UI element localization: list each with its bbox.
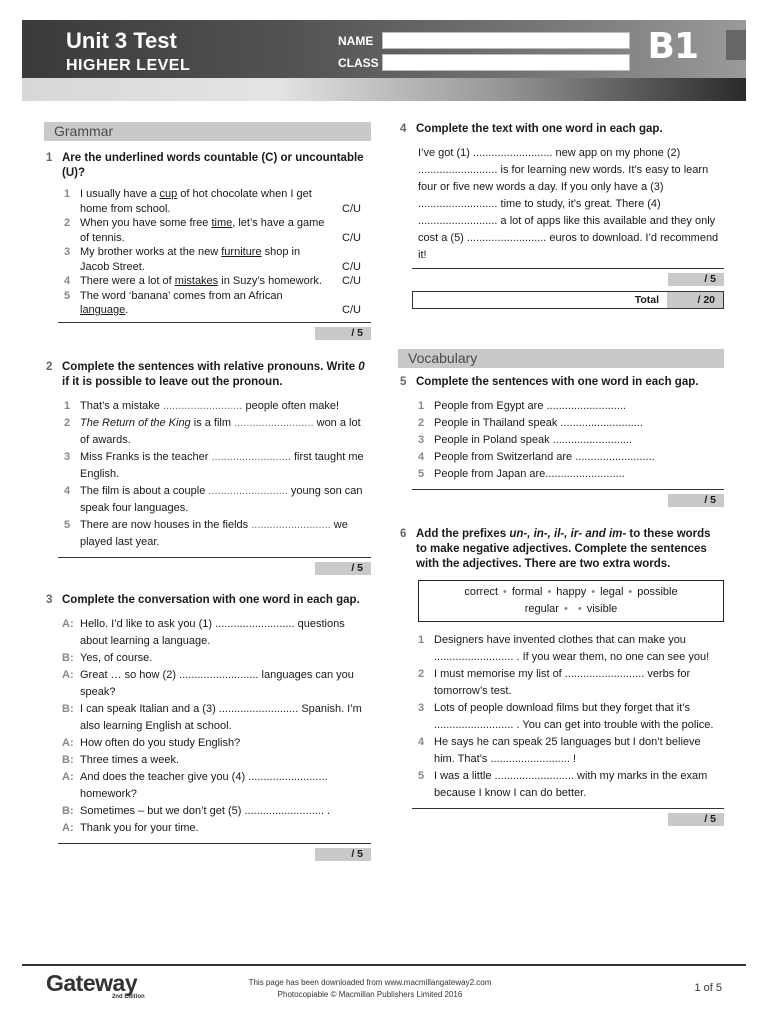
item-number: 2 <box>64 217 71 229</box>
list-item <box>44 289 371 318</box>
question-2-prompt: 2 Complete the sentences with relative pronouns. Write 0 if it is possible to leave out the pronoun. <box>46 360 365 388</box>
list-item <box>398 700 724 734</box>
copyright-notice: Photocopiable © Macmillan Publishers Limited 2016 <box>277 990 463 999</box>
separator-dot: • <box>591 586 596 598</box>
answer-gap[interactable]: .......................... <box>211 450 291 463</box>
speaker: B: <box>62 702 74 715</box>
item-number: 3 <box>64 450 71 463</box>
line-text: Thank you for your time. <box>80 821 199 834</box>
question-3-conversation <box>44 616 371 837</box>
vocabulary-heading: Vocabulary <box>398 349 724 368</box>
grammar-heading: Grammar <box>44 122 371 141</box>
word-option: formal <box>511 586 543 598</box>
question-1-prompt: 1 Are the underlined words countable (C) or uncountable (U)? <box>46 152 364 179</box>
grammar-total: Total / 20 <box>412 291 724 309</box>
item-number: 4 <box>418 451 425 463</box>
answer-choice: C/U <box>342 202 361 215</box>
list-item <box>398 432 724 449</box>
line-text: How often do you study English? <box>80 736 241 749</box>
question-6-items <box>398 632 724 802</box>
list-item <box>44 398 371 415</box>
test-header <box>22 20 746 101</box>
speaker: B: <box>62 651 74 664</box>
item-text: That’s a mistake <box>80 399 163 412</box>
item-text: I must memorise my list of .......................... verbs for tomorrow’s test. <box>434 668 691 697</box>
question-6 <box>398 527 724 825</box>
item-text: first taught me English. <box>80 450 364 480</box>
item-number: 1 <box>418 400 425 412</box>
class-field[interactable] <box>382 54 630 71</box>
unit-title: Unit 3 Test <box>66 28 177 53</box>
item-number: 2 <box>64 416 71 429</box>
item-number: 5 <box>418 770 425 782</box>
item-number: 1 <box>418 634 425 646</box>
item-text: People from Egypt are .......................... <box>434 400 626 412</box>
item-number: 3 <box>64 246 71 258</box>
footer-rule <box>22 964 746 966</box>
list-item <box>398 768 724 802</box>
item-text: He says he can speak 25 languages but I don’t believe him. That’s .......................... ! <box>434 736 701 765</box>
conversation-line <box>44 769 371 803</box>
speaker: A: <box>62 736 74 749</box>
item-text: we played last year. <box>80 518 348 548</box>
question-6-score: / 5 <box>412 808 724 822</box>
answer-gap[interactable]: .......................... <box>234 416 314 429</box>
question-2 <box>44 360 371 574</box>
item-number: 5 <box>64 518 71 531</box>
question-4-prompt: 4 Complete the text with one word in each gap. <box>400 123 663 135</box>
list-item <box>44 517 371 551</box>
corner-block <box>726 30 746 60</box>
item-text: of hot chocolate when I get home from school. <box>80 188 312 215</box>
speaker: A: <box>62 617 74 630</box>
unit-level: HIGHER LEVEL <box>66 57 191 74</box>
item-number: 4 <box>418 736 425 748</box>
item-number: 3 <box>418 434 425 446</box>
question-1-items <box>44 187 371 318</box>
word-option: correct <box>464 586 499 598</box>
word-option: regular <box>524 603 559 615</box>
item-text: , let’s have a game of tennis. <box>80 217 325 244</box>
speaker: A: <box>62 821 74 834</box>
class-label: CLASS <box>338 56 379 70</box>
name-label: NAME <box>338 34 374 48</box>
list-item <box>44 216 371 245</box>
item-text: There were a lot of <box>80 275 175 287</box>
item-text: My brother works at the new <box>80 246 222 258</box>
separator-dot: • <box>577 603 582 615</box>
question-2-items <box>44 398 371 551</box>
word-box <box>418 580 724 622</box>
item-text: I was a little .......................... with my marks in the exam because I know I can do better. <box>434 770 708 799</box>
item-text: Designers have invented clothes that can make you .......................... . If you wear them, no one can see you! <box>434 634 710 663</box>
list-item <box>44 483 371 517</box>
speaker: A: <box>62 770 74 783</box>
item-text: Miss Franks is the teacher <box>80 450 212 463</box>
word-option: legal <box>600 586 624 598</box>
item-number: 2 <box>418 668 425 680</box>
question-4-score: / 5 <box>412 268 724 282</box>
item-text: won a lot of awards. <box>80 416 361 446</box>
answer-choice: C/U <box>342 275 361 287</box>
question-5-items <box>398 398 724 483</box>
question-4 <box>398 122 724 309</box>
separator-dot: • <box>563 603 568 615</box>
item-text: . <box>125 304 129 316</box>
separator-dot: • <box>547 586 552 598</box>
conversation-line <box>44 650 371 667</box>
speaker: B: <box>62 804 74 817</box>
conversation-line <box>44 752 371 769</box>
list-item <box>398 734 724 768</box>
answer-choice: C/U <box>342 231 361 244</box>
list-item <box>44 187 371 216</box>
list-item <box>44 415 371 449</box>
edition-mark: 2nd Edition <box>112 994 145 1000</box>
name-field[interactable] <box>382 32 630 49</box>
list-item <box>398 666 724 700</box>
question-3-score: / 5 <box>58 843 371 857</box>
underlined-word: furniture <box>221 246 262 258</box>
list-item <box>398 449 724 466</box>
film-title: The Return of the King <box>80 416 191 429</box>
conversation-line <box>44 820 371 837</box>
question-1 <box>44 151 371 339</box>
item-number: 5 <box>418 468 425 480</box>
question-6-prompt: 6 Add the prefixes un-, in-, il-, ir- and im- to these words to make negative adjectives. Complete the sentences with the adjectives. There are two extra words. <box>400 528 711 570</box>
download-notice: This page has been downloaded from www.macmillangateway2.com <box>248 978 492 987</box>
underlined-word: mistakes <box>174 275 219 287</box>
answer-gap[interactable]: .......................... <box>251 518 331 531</box>
item-number: 4 <box>64 484 71 497</box>
answer-choice: C/U <box>342 304 361 316</box>
item-text: People from Japan are.......................... <box>434 468 625 480</box>
speaker: A: <box>62 668 74 681</box>
item-text: shop in Jacob Street. <box>80 246 301 273</box>
left-column <box>44 122 371 860</box>
list-item <box>398 466 724 483</box>
conversation-line <box>44 735 371 752</box>
underlined-word: time <box>211 217 233 229</box>
line-text: Three times a week. <box>80 753 180 766</box>
word-option: happy <box>556 586 587 598</box>
answer-gap[interactable]: .......................... <box>208 484 288 497</box>
list-item <box>398 398 724 415</box>
separator-dot: • <box>503 586 507 598</box>
list-item <box>398 415 724 432</box>
item-text: The film is about a couple <box>80 484 209 497</box>
question-5-score: / 5 <box>412 489 724 503</box>
question-2-score: / 5 <box>58 557 371 571</box>
word-option: visible <box>586 603 618 615</box>
list-item <box>44 449 371 483</box>
item-number: 1 <box>64 188 71 200</box>
list-item <box>44 245 371 274</box>
answer-gap[interactable]: .......................... <box>162 399 243 412</box>
question-3-prompt: 3 Complete the conversation with one word in each gap. <box>46 593 360 606</box>
item-text: I usually have a <box>80 188 160 200</box>
item-number: 5 <box>64 289 71 302</box>
item-text: The word ‘banana’ comes from an African <box>80 289 283 302</box>
line-text: I can speak Italian and a (3) .......................... Spanish. I’m also learning English at school. <box>80 702 362 732</box>
item-text: young son can speak four languages. <box>80 484 363 514</box>
question-5-prompt: 5 Complete the sentences with one word in each gap. <box>400 376 699 388</box>
list-item <box>398 632 724 666</box>
header-band <box>22 78 746 101</box>
answer-choice: C/U <box>342 260 361 273</box>
right-column <box>398 122 724 825</box>
item-text: in Suzy’s homework. <box>218 275 322 287</box>
item-text: There are now houses in the fields <box>80 518 252 531</box>
conversation-line <box>44 667 371 701</box>
item-number: 2 <box>418 417 425 429</box>
conversation-line <box>44 803 371 820</box>
item-text: is a film <box>190 416 235 429</box>
underlined-word: language <box>80 304 126 316</box>
item-text: people often make! <box>242 399 340 412</box>
separator-dot: • <box>628 586 633 598</box>
item-text: People from Switzerland are .......................... <box>434 451 655 463</box>
speaker: B: <box>62 753 74 766</box>
item-number: 1 <box>64 399 71 412</box>
item-text: When you have some free <box>80 217 212 229</box>
line-text: Yes, of course. <box>80 651 153 664</box>
line-text: Hello. I’d like to ask you (1) .......................... questions about learning a language. <box>80 617 345 647</box>
page-number: 1 of 5 <box>694 982 722 994</box>
item-text: People in Thailand speak ........................... <box>434 417 643 429</box>
item-text: People in Poland speak .......................... <box>434 434 633 446</box>
line-text: Sometimes – but we don’t get (5) .......................... . <box>80 804 331 817</box>
conversation-line <box>44 616 371 650</box>
question-1-score: / 5 <box>58 322 371 336</box>
line-text: And does the teacher give you (4) .......................... homework? <box>80 770 328 800</box>
level-badge: B1 <box>647 26 698 67</box>
list-item <box>44 274 371 289</box>
word-option: possible <box>637 586 678 598</box>
line-text: Great … so how (2) .......................... languages can you speak? <box>80 668 354 698</box>
underlined-word: cup <box>159 188 178 200</box>
question-4-text: I’ve got (1) .......................... new app on my phone (2) .......................... is for learning new words. It’s easy to learn four or five new words a day. If you only have a (3) .......................... time to study, it’s great. There (4) .......................... a lot of apps like this available and they only cost a (5) .......................... euros to download. I’d recommend it! <box>418 147 719 261</box>
conversation-line <box>44 701 371 735</box>
item-number: 4 <box>64 275 71 287</box>
item-text: Lots of people download films but they forget that it’s .......................... . You can get into trouble with the police. <box>434 702 714 731</box>
gateway-logo: Gateway <box>46 970 138 996</box>
question-3 <box>44 593 371 860</box>
item-number: 3 <box>418 702 425 714</box>
question-5 <box>398 375 724 506</box>
